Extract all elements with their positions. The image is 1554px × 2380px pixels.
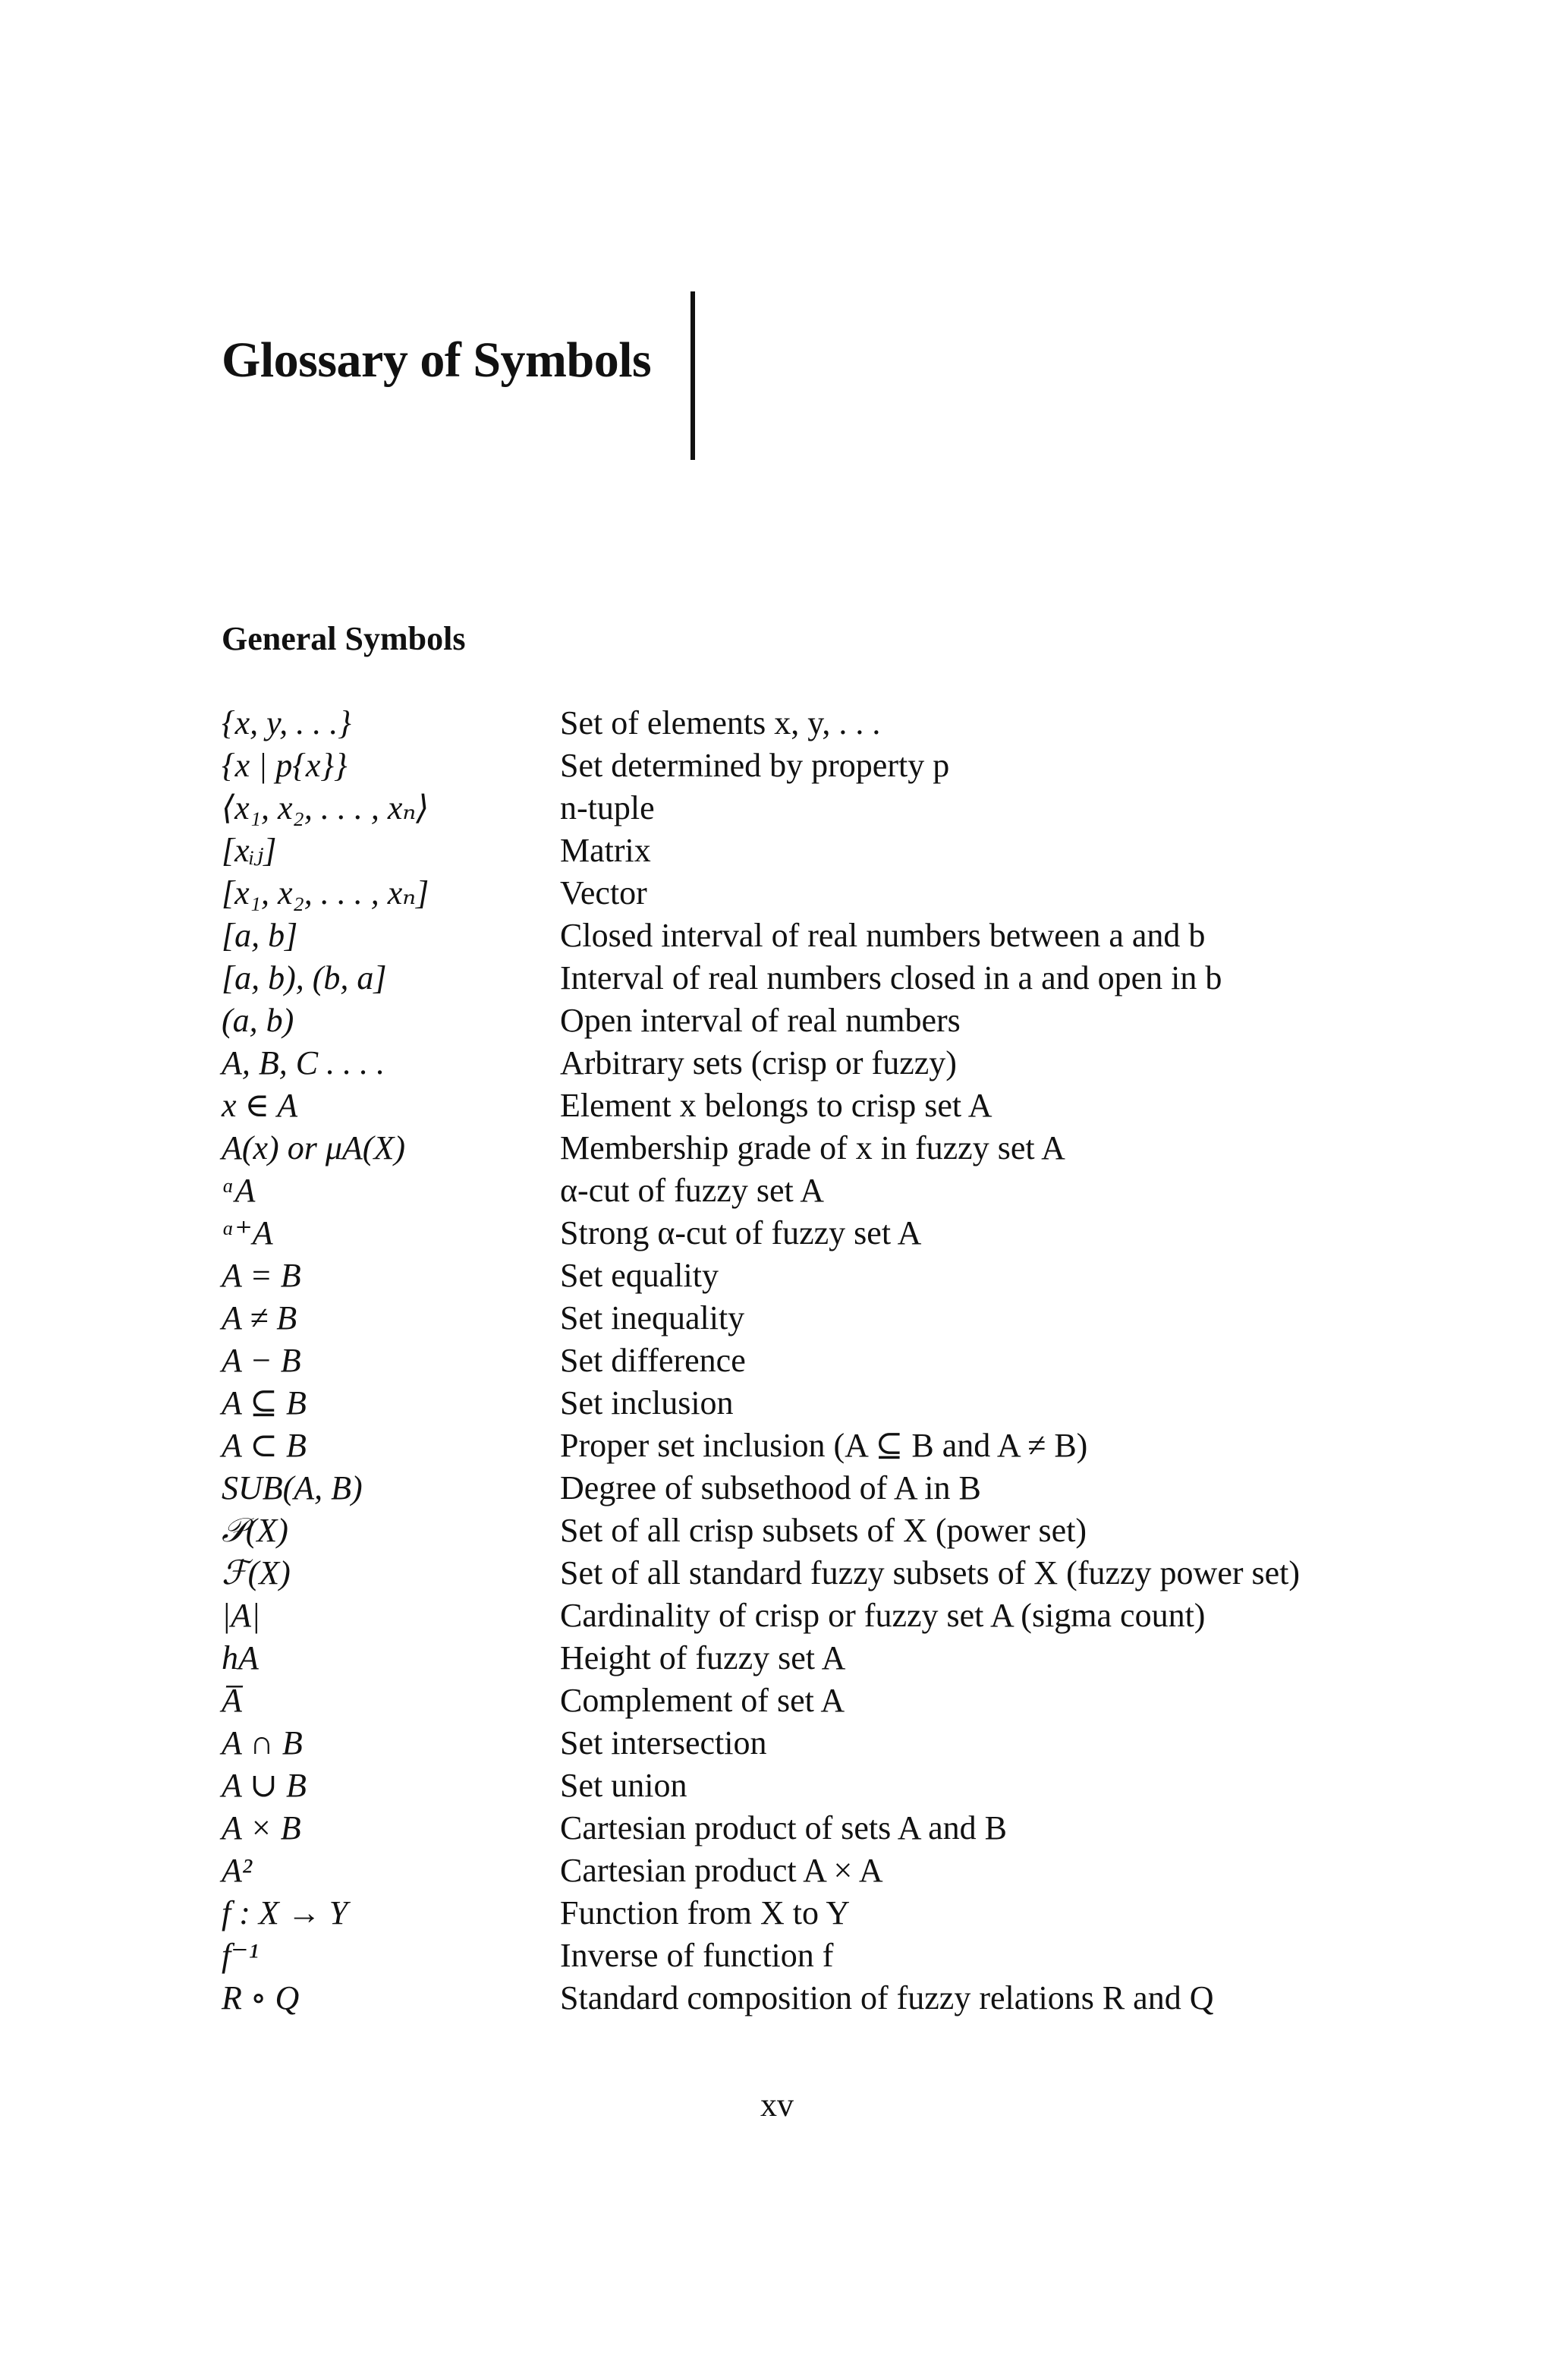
glossary-symbol: f⁻¹ <box>222 1936 259 1974</box>
glossary-meaning: Set equality <box>560 1256 719 1294</box>
glossary-row <box>222 1891 1436 1934</box>
glossary-symbol: |A| <box>222 1596 261 1634</box>
glossary-row <box>222 1976 1436 2019</box>
glossary-row <box>222 914 1436 956</box>
glossary-symbol: x ∈ A <box>222 1086 298 1124</box>
glossary-symbol: R ∘ Q <box>222 1979 300 2016</box>
glossary-meaning: Inverse of function f <box>560 1936 834 1974</box>
glossary-meaning: Strong α-cut of fuzzy set A <box>560 1214 922 1251</box>
glossary-row <box>222 1254 1436 1296</box>
glossary-symbol: A, B, C . . . . <box>222 1044 385 1081</box>
glossary-row <box>222 1934 1436 1976</box>
glossary-meaning: Cartesian product A × A <box>560 1851 883 1889</box>
glossary-list <box>222 701 1436 2019</box>
glossary-symbol: ⟨x₁, x₂, . . . , xₙ⟩ <box>222 789 429 826</box>
glossary-row <box>222 1466 1436 1509</box>
glossary-row <box>222 956 1436 999</box>
glossary-row <box>222 1594 1436 1636</box>
glossary-symbol: ᵅA <box>222 1171 256 1209</box>
glossary-meaning: Open interval of real numbers <box>560 1001 961 1039</box>
glossary-meaning: Set of all crisp subsets of X (power set) <box>560 1511 1087 1549</box>
glossary-meaning: Interval of real numbers closed in a and open in b <box>560 959 1222 996</box>
glossary-symbol: hA <box>222 1639 259 1676</box>
glossary-row <box>222 871 1436 914</box>
glossary-symbol: ℱ(X) <box>222 1554 291 1591</box>
glossary-row <box>222 1041 1436 1084</box>
glossary-row <box>222 786 1436 829</box>
glossary-symbol: A − B <box>222 1341 301 1379</box>
glossary-symbol: SUB(A, B) <box>222 1469 363 1506</box>
glossary-meaning: Set union <box>560 1766 687 1804</box>
glossary-row <box>222 1551 1436 1594</box>
glossary-row <box>222 1296 1436 1339</box>
glossary-symbol: A × B <box>222 1809 301 1846</box>
glossary-symbol: A² <box>222 1851 253 1889</box>
glossary-symbol: 𝒫(X) <box>222 1511 288 1549</box>
glossary-meaning: Matrix <box>560 831 651 869</box>
glossary-row <box>222 1381 1436 1424</box>
glossary-symbol: A ≠ B <box>222 1299 297 1336</box>
glossary-row <box>222 1084 1436 1126</box>
glossary-symbol: {x, y, . . .} <box>222 704 351 741</box>
glossary-row <box>222 1509 1436 1551</box>
glossary-meaning: Cardinality of crisp or fuzzy set A (sigma count) <box>560 1596 1206 1634</box>
glossary-symbol: {x | p{x}} <box>222 746 348 784</box>
glossary-meaning: Set of elements x, y, . . . <box>560 704 881 741</box>
glossary-symbol: [x₁, x₂, . . . , xₙ] <box>222 874 429 911</box>
glossary-row <box>222 1679 1436 1721</box>
glossary-meaning: Standard composition of fuzzy relations R and Q <box>560 1979 1214 2016</box>
glossary-meaning: Complement of set A <box>560 1681 845 1719</box>
chapter-title: Glossary of Symbols <box>222 332 652 388</box>
glossary-row <box>222 1339 1436 1381</box>
glossary-meaning: Set difference <box>560 1341 746 1379</box>
glossary-meaning: Cartesian product of sets A and B <box>560 1809 1008 1846</box>
glossary-row <box>222 701 1436 744</box>
glossary-row <box>222 829 1436 871</box>
glossary-symbol: A = B <box>222 1256 301 1294</box>
glossary-row <box>222 1126 1436 1169</box>
glossary-meaning: Set of all standard fuzzy subsets of X (fuzzy power set) <box>560 1554 1301 1591</box>
glossary-meaning: α-cut of fuzzy set A <box>560 1171 825 1209</box>
glossary-symbol: A ⊂ B <box>222 1426 307 1464</box>
glossary-row <box>222 1424 1436 1466</box>
glossary-symbol: [xᵢⱼ] <box>222 831 277 869</box>
glossary-symbol: A̅ <box>222 1681 242 1719</box>
glossary-meaning: Arbitrary sets (crisp or fuzzy) <box>560 1044 957 1081</box>
glossary-row <box>222 1721 1436 1764</box>
section-title: General Symbols <box>222 620 466 657</box>
glossary-meaning: n-tuple <box>560 789 655 826</box>
glossary-symbol: A ∪ B <box>222 1766 307 1804</box>
glossary-symbol: A ⊆ B <box>222 1384 307 1421</box>
glossary-symbol: A(x) or μA(X) <box>222 1129 405 1166</box>
glossary-row <box>222 999 1436 1041</box>
chapter-rule <box>690 291 695 460</box>
glossary-meaning: Proper set inclusion (A ⊆ B and A ≠ B) <box>560 1426 1088 1464</box>
glossary-meaning: Membership grade of x in fuzzy set A <box>560 1129 1065 1166</box>
glossary-row <box>222 1211 1436 1254</box>
glossary-row <box>222 1764 1436 1806</box>
glossary-row <box>222 744 1436 786</box>
glossary-meaning: Element x belongs to crisp set A <box>560 1086 992 1124</box>
glossary-row <box>222 1636 1436 1679</box>
glossary-meaning: Set determined by property p <box>560 746 950 784</box>
glossary-meaning: Height of fuzzy set A <box>560 1639 846 1676</box>
glossary-meaning: Set inequality <box>560 1299 745 1336</box>
page-number: xv <box>760 2086 794 2123</box>
glossary-meaning: Function from X to Y <box>560 1894 851 1931</box>
glossary-symbol: ᵅ⁺A <box>222 1214 273 1251</box>
glossary-row <box>222 1169 1436 1211</box>
glossary-meaning: Closed interval of real numbers between a and b <box>560 916 1206 954</box>
glossary-symbol: (a, b) <box>222 1001 294 1039</box>
glossary-meaning: Set intersection <box>560 1724 767 1761</box>
glossary-symbol: A ∩ B <box>222 1724 303 1761</box>
glossary-symbol: f : X → Y <box>222 1894 348 1931</box>
glossary-meaning: Degree of subsethood of A in B <box>560 1469 981 1506</box>
glossary-symbol: [a, b] <box>222 916 298 954</box>
glossary-meaning: Vector <box>560 874 647 911</box>
glossary-row <box>222 1806 1436 1849</box>
glossary-row <box>222 1849 1436 1891</box>
glossary-meaning: Set inclusion <box>560 1384 734 1421</box>
glossary-symbol: [a, b), (b, a] <box>222 959 387 996</box>
